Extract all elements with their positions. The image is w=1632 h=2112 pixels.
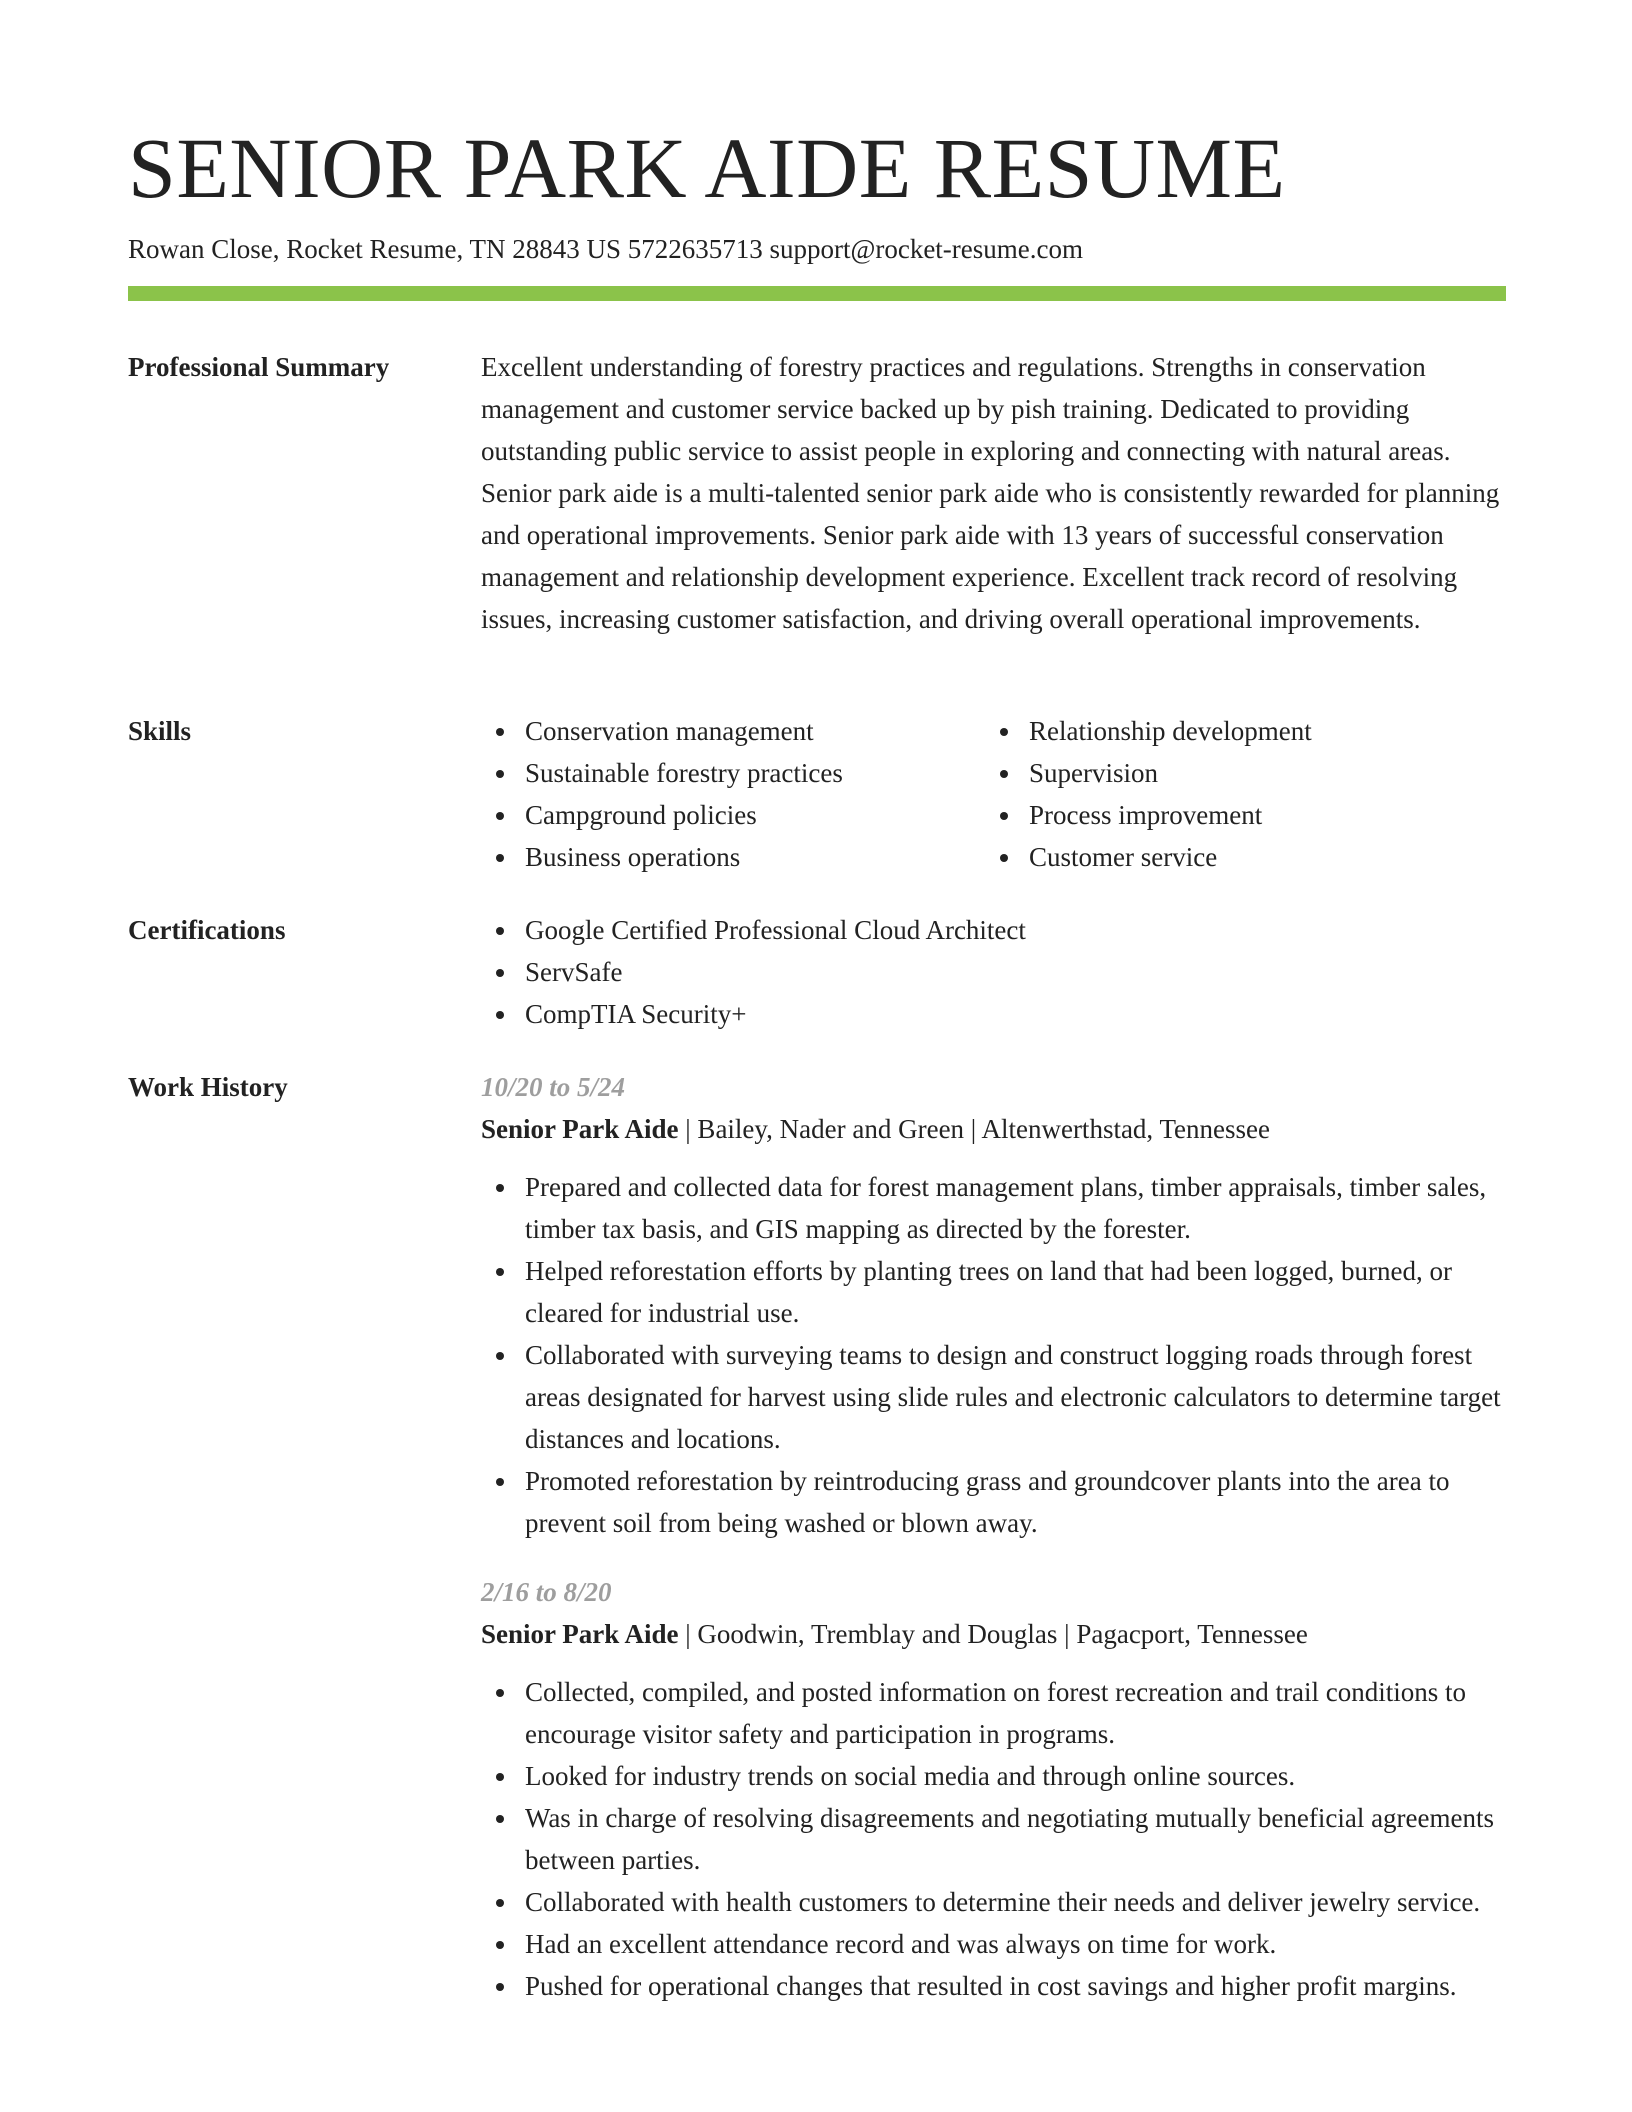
certifications-list	[481, 909, 1506, 1035]
summary-heading: Professional Summary	[128, 352, 390, 382]
work-history-heading: Work History	[128, 1072, 288, 1102]
skill-item: Customer service	[1029, 836, 1549, 878]
job-bullet: Promoted reforestation by reintroducing grass and groundcover plants into the area to prevent soil from being washed or blown away.	[525, 1460, 1506, 1544]
summary-text: Excellent understanding of forestry practices and regulations. Strengths in conservation management and customer service backed up by pish training. Dedicated to providing outstanding public service to assist people in exploring and connecting with natural areas. Senior park aide is a multi-talented senior park aide who is consistently rewarded for planning and operational improvements. Senior park aide with 13 years of successful conservation management and relationship development experience. Excellent track record of resolving issues, increasing customer satisfaction, and driving overall operational improvements.	[481, 352, 1500, 634]
skill-item: Supervision	[1029, 752, 1549, 794]
job-bullet: Collaborated with health customers to determine their needs and deliver jewelry service.	[525, 1881, 1506, 1923]
skills-body	[481, 710, 1506, 878]
certification-item: CompTIA Security+	[525, 993, 1506, 1035]
skill-item: Campground policies	[525, 794, 985, 836]
job-bullet: Looked for industry trends on social media and through online sources.	[525, 1755, 1506, 1797]
skill-item: Sustainable forestry practices	[525, 752, 985, 794]
contact-line: Rowan Close, Rocket Resume, TN 28843 US 5722635713 support@rocket-resume.com	[128, 234, 1083, 264]
skill-item: Conservation management	[525, 710, 985, 752]
job-bullet: Prepared and collected data for forest management plans, timber appraisals, timber sales, timber tax basis, and GIS mapping as directed by the forester.	[525, 1166, 1506, 1250]
job-bullet: Helped reforestation efforts by planting trees on land that had been logged, burned, or cleared for industrial use.	[525, 1250, 1506, 1334]
job-bullet: Had an excellent attendance record and was always on time for work.	[525, 1923, 1506, 1965]
skills-list-left	[481, 710, 985, 878]
skill-item: Business operations	[525, 836, 985, 878]
job-dates: 10/20 to 5/24	[481, 1072, 626, 1102]
job-dates: 2/16 to 8/20	[481, 1577, 612, 1607]
job-title: Senior Park Aide	[481, 1619, 679, 1649]
job-bullet: Pushed for operational changes that resulted in cost savings and higher profit margins.	[525, 1965, 1506, 2007]
certifications-body	[481, 909, 1506, 1035]
skill-item: Process improvement	[1029, 794, 1549, 836]
job-title: Senior Park Aide	[481, 1114, 679, 1144]
job-bullet: Collaborated with surveying teams to design and construct logging roads through forest areas designated for harvest using slide rules and electronic calculators to determine target distances and locations.	[525, 1334, 1506, 1460]
skills-list-right	[985, 710, 1549, 878]
job-entry	[481, 1571, 1506, 2007]
job-employer-location: | Goodwin, Tremblay and Douglas | Pagacport, Tennessee	[678, 1619, 1308, 1649]
skills-columns	[481, 710, 1506, 878]
job-employer-location: | Bailey, Nader and Green | Altenwerthstad, Tennessee	[678, 1114, 1270, 1144]
job-bullets	[481, 1166, 1506, 1544]
skill-item: Relationship development	[1029, 710, 1549, 752]
job-bullet: Was in charge of resolving disagreements and negotiating mutually beneficial agreements between parties.	[525, 1797, 1506, 1881]
job-entry	[481, 1066, 1506, 1544]
certification-item: ServSafe	[525, 951, 1506, 993]
job-heading	[481, 1613, 1506, 1655]
certification-item: Google Certified Professional Cloud Architect	[525, 909, 1506, 951]
job-bullets	[481, 1671, 1506, 2007]
resume-title: SENIOR PARK AIDE RESUME	[128, 120, 1286, 216]
summary-body	[481, 346, 1506, 640]
certifications-heading: Certifications	[128, 915, 286, 945]
job-heading	[481, 1108, 1506, 1150]
skills-heading: Skills	[128, 716, 192, 746]
accent-divider	[128, 286, 1506, 301]
job-bullet: Collected, compiled, and posted information on forest recreation and trail conditions to encourage visitor safety and participation in programs.	[525, 1671, 1506, 1755]
